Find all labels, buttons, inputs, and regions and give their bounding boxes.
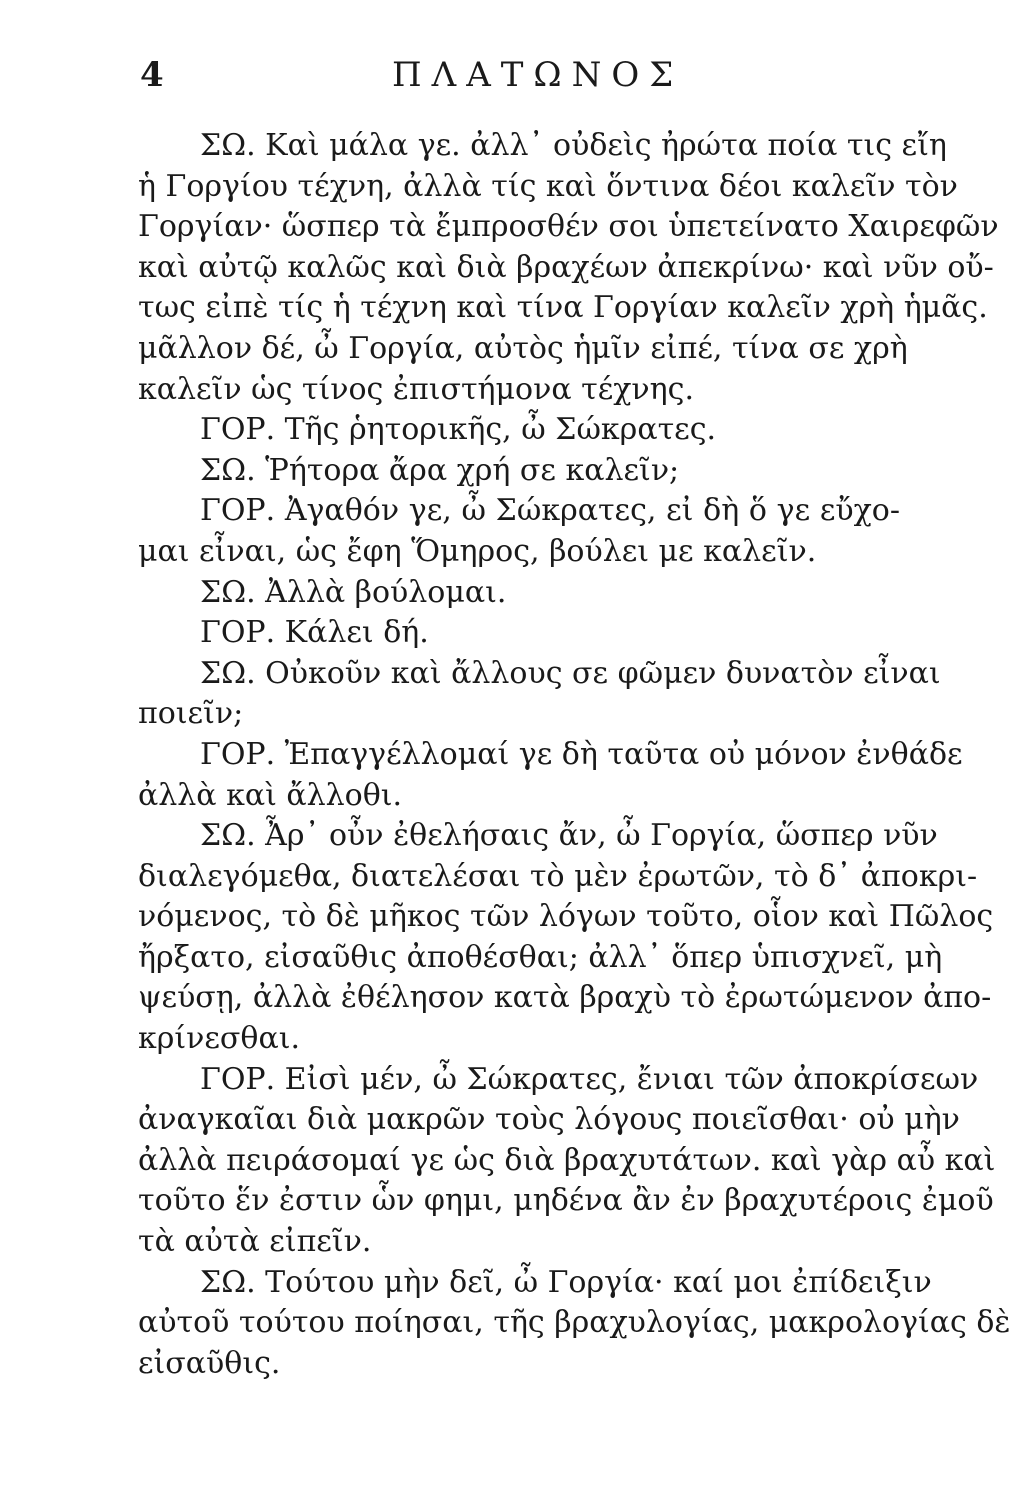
text-line: Γοργίαν· ὥσπερ τὰ ἔμπροσθέν σοι ὑπετείνατο Χαιρεφῶν — [138, 209, 999, 245]
text-line: ΣΩ. Ῥήτορα ἄρα χρή σε καλεῖν; — [200, 452, 680, 488]
text-line: καὶ αὐτῷ καλῶς καὶ διὰ βραχέων ἀπεκρίνω· καὶ νῦν οὔ- — [138, 249, 994, 285]
text-line: ποιεῖν; — [138, 696, 244, 732]
page-header — [140, 50, 900, 100]
text-line: ἡ Γοργίου τέχνη, ἀλλὰ τίς καὶ ὅντινα δέοι καλεῖν τὸν — [138, 168, 958, 204]
text-line: ἀλλὰ καὶ ἄλλοθι. — [138, 777, 403, 813]
running-title: ΠΛΑΤΩΝΟΣ — [392, 55, 684, 95]
text-line: μαι εἶναι, ὡς ἔφη Ὅμηρος, βούλει με καλεῖν. — [138, 533, 817, 569]
text-line: ΓΟΡ. Ἀγαθόν γε, ὦ Σώκρατες, εἰ δὴ ὅ γε εὔχο- — [200, 493, 900, 529]
text-line: ΓΟΡ. Τῆς ῥητορικῆς, ὦ Σώκρατες. — [200, 412, 717, 448]
text-line: ΣΩ. Τούτου μὴν δεῖ, ὦ Γοργία· καί μοι ἐπίδειξιν — [200, 1264, 932, 1300]
text-line: τὰ αὐτὰ εἰπεῖν. — [138, 1224, 372, 1260]
text-line: τως εἰπὲ τίς ἡ τέχνη καὶ τίνα Γοργίαν καλεῖν χρὴ ἡμᾶς. — [138, 290, 988, 326]
text-line: ΓΟΡ. Ἐπαγγέλλομαί γε δὴ ταῦτα οὐ μόνον ἐνθάδε — [200, 736, 963, 772]
text-line: ΣΩ. Καὶ μάλα γε. ἀλλ᾽ οὐδεὶς ἠρώτα ποία τις εἴη — [200, 128, 947, 163]
text-line: ἀλλὰ πειράσομαί γε ὡς διὰ βραχυτάτων. καὶ γὰρ αὖ καὶ — [138, 1142, 996, 1178]
text-line: εἰσαῦθις. — [138, 1345, 281, 1381]
text-line: τοῦτο ἕν ἐστιν ὧν φημι, μηδένα ἂν ἐν βραχυτέροις ἐμοῦ — [138, 1183, 994, 1219]
text-line: ΓΟΡ. Κάλει δή. — [200, 615, 429, 651]
text-line: ἤρξατο, εἰσαῦθις ἀποθέσθαι; ἀλλ᾽ ὅπερ ὑπισχνεῖ, μὴ — [138, 939, 943, 975]
page-number: 4 — [140, 55, 164, 95]
text-line: ΣΩ. Ἆρ᾽ οὖν ἐθελήσαις ἄν, ὦ Γοργία, ὥσπερ νῦν — [200, 818, 938, 854]
dialogue-text — [138, 126, 1011, 1384]
text-line: διαλεγόμεθα, διατελέσαι τὸ μὲν ἐρωτῶν, τὸ δ᾽ ἀποκρι- — [138, 858, 978, 894]
text-line: ΣΩ. Οὐκοῦν καὶ ἄλλους σε φῶμεν δυνατὸν εἶναι — [200, 655, 941, 691]
text-line: ΣΩ. Ἀλλὰ βούλομαι. — [200, 574, 507, 610]
text-line: νόμενος, τὸ δὲ μῆκος τῶν λόγων τοῦτο, οἷον καὶ Πῶλος — [138, 899, 994, 935]
text-line: ἀναγκαῖαι διὰ μακρῶν τοὺς λόγους ποιεῖσθαι· οὐ μὴν — [138, 1102, 960, 1138]
text-line: αὐτοῦ τούτου ποίησαι, τῆς βραχυλογίας, μακρολογίας δὲ — [138, 1305, 1011, 1341]
text-line: μᾶλλον δέ, ὦ Γοργία, αὐτὸς ἡμῖν εἰπέ, τίνα σε χρὴ — [138, 330, 908, 366]
text-line: ΓΟΡ. Εἰσὶ μέν, ὦ Σώκρατες, ἔνιαι τῶν ἀποκρίσεων — [200, 1061, 979, 1097]
text-line: ψεύσῃ, ἀλλὰ ἐθέλησον κατὰ βραχὺ τὸ ἐρωτώμενον ἀπο- — [138, 980, 992, 1016]
text-line: καλεῖν ὡς τίνος ἐπιστήμονα τέχνης. — [138, 371, 694, 407]
text-line: κρίνεσθαι. — [138, 1021, 301, 1057]
